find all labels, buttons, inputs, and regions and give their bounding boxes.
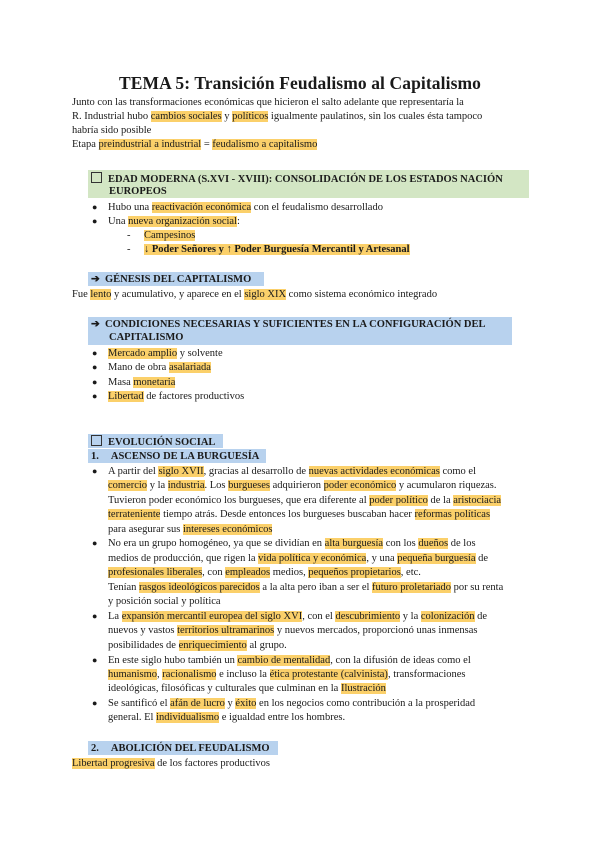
s4-final-line: Libertad progresiva de los factores productivos	[72, 758, 270, 769]
bullet-icon: ●	[92, 698, 98, 708]
section-3-heading-cont: CAPITALISMO	[109, 332, 184, 343]
s3-item-3: Masa monetaria	[108, 377, 176, 388]
t-line: En este siglo hubo también un cambio de mentalidad, con la difusión de ideas como el	[108, 655, 471, 666]
s3-item-1: Mercado amplio y solvente	[108, 348, 223, 359]
q-line: profesionales liberales, con empleados medios, pequeños propietarios, etc.	[108, 567, 421, 578]
subsection-2-heading: 2. ABOLICIÓN DEL FEUDALISMO	[91, 743, 270, 754]
bullet-icon: ●	[92, 362, 98, 372]
bullet-icon: ●	[92, 538, 98, 548]
bullet-icon: ●	[92, 377, 98, 387]
s3-item-2: Mano de obra asalariada	[108, 362, 211, 373]
r-line: nuevos y vastos territorios ultramarinos y nuevos mercados, proporcionó unas inmensas	[108, 625, 478, 636]
bullet-icon: ●	[92, 466, 98, 476]
intro-line-3: habría sido posible	[72, 125, 152, 136]
arrow-right-icon: ➔	[91, 274, 100, 285]
s2-paragraph: Fue lento y acumulativo, y aparece en el siglo XIX como sistema económico integrado	[72, 289, 438, 300]
section-1-heading-cont: EUROPEOS	[109, 186, 167, 197]
q-line: medios de producción, que rigen la vida política y económica, y una pequeña burguesía de	[108, 553, 489, 564]
q-line: No era un grupo homogéneo, ya que se dividían en alta burguesía con los dueños de los	[108, 538, 476, 549]
p-line: terrateniente tiempo atrás. Desde entonces los burgueses buscaban hacer reformas políticas	[108, 509, 491, 520]
dash-marker: -	[127, 230, 131, 241]
checkbox-icon[interactable]	[91, 172, 102, 183]
t-line: humanismo, racionalismo e incluso la ética protestante (calvinista), transformaciones	[108, 669, 466, 680]
intro-line-1: Junto con las transformaciones económicas que hicieron el salto adelante que representaría la	[72, 97, 464, 108]
section-2-heading: ➔ GÉNESIS DEL CAPITALISMO	[91, 274, 252, 285]
dash-marker: -	[127, 244, 131, 255]
bullet-icon: ●	[92, 391, 98, 401]
s1-sub-1: Campesinos	[144, 230, 196, 241]
s1-sub-2: ↓ Poder Señores y ↑ Poder Burguesía Mercantil y Artesanal	[144, 244, 410, 255]
t-line: ideológicas, filosóficas y culturales que culminan en la Ilustración	[108, 683, 386, 694]
q-line: Tenían rasgos ideológicos parecidos a la alta pero iban a ser el futuro proletariado por su renta	[108, 582, 504, 593]
intro-line-4: Etapa preindustrial a industrial = feudalismo a capitalismo	[72, 139, 318, 150]
subsection-1-heading: 1. ASCENSO DE LA BURGUESÍA	[91, 451, 260, 462]
section-1-heading: EDAD MODERNA (S.XVI - XVIII): CONSOLIDACIÓN DE LOS ESTADOS NACIÓN	[91, 172, 503, 186]
r-line: posibilidades de enriquecimiento al grupo.	[108, 640, 287, 651]
p-line: para asegurar sus intereses económicos	[108, 524, 273, 535]
u-line: Se santificó el afán de lucro y éxito en los negocios como contribución a la prosperidad	[108, 698, 476, 709]
r-line: La expansión mercantil europea del siglo XVI, con el descubrimiento y la colonización de	[108, 611, 488, 622]
section-3-heading: ➔ CONDICIONES NECESARIAS Y SUFICIENTES EN LA CONFIGURACIÓN DEL	[91, 319, 486, 330]
u-line: general. El individualismo e igualdad entre los hombres.	[108, 712, 346, 723]
intro-line-2: R. Industrial hubo cambios sociales y políticos igualmente paulatinos, sin los cuales ésta tampoco	[72, 111, 483, 122]
s3-item-4: Libertad de factores productivos	[108, 391, 245, 402]
arrow-right-icon: ➔	[91, 319, 100, 330]
p-line: A partir del siglo XVII, gracias al desarrollo de nuevas actividades económicas como el	[108, 466, 476, 477]
bullet-icon: ●	[92, 202, 98, 212]
bullet-icon: ●	[92, 348, 98, 358]
page-title: TEMA 5: Transición Feudalismo al Capitalismo	[118, 73, 482, 93]
section-4-heading: EVOLUCIÓN SOCIAL	[91, 435, 215, 449]
s1-bullet-2: Una nueva organización social:	[108, 216, 240, 227]
p-line: Tuvieron poder económico los burgueses, que era diferente al poder político de la aristociacia	[108, 495, 502, 506]
bullet-icon: ●	[92, 216, 98, 226]
bullet-icon: ●	[92, 611, 98, 621]
p-line: comercio y la industria. Los burgueses adquirieron poder económico y acumularon riquezas.	[108, 480, 497, 491]
q-line: y posición social y política	[108, 596, 221, 607]
bullet-icon: ●	[92, 655, 98, 665]
checkbox-icon[interactable]	[91, 435, 102, 446]
s1-bullet-1: Hubo una reactivación económica con el feudalismo desarrollado	[108, 202, 383, 213]
